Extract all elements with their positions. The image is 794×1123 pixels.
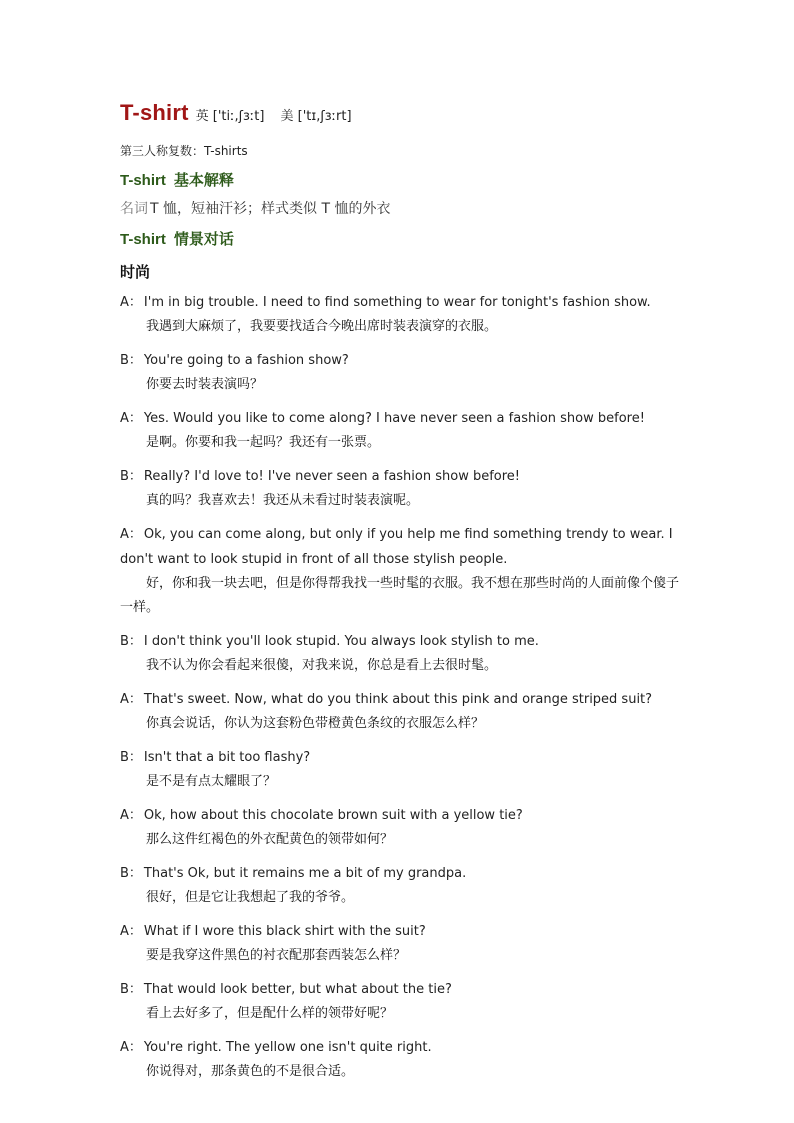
plural-value: T-shirts <box>204 144 248 158</box>
basic-definition-heading <box>120 169 680 190</box>
speaker-label: B： <box>120 750 142 765</box>
english-text: Yes. Would you like to come along? I have never seen a fashion show before! <box>143 411 645 426</box>
chinese-translation: 要是我穿这件黑色的衬衣配那套西装怎么样？ <box>146 948 407 963</box>
part-of-speech: 名词 <box>120 201 148 217</box>
english-text: What if I wore this black shirt with the suit? <box>143 924 426 939</box>
pronunciation-us-phonetic: ['tɪ,ʃɜːrt] <box>297 109 352 124</box>
english-text: Ok, you can come along, but only if you help me find something trendy to wear. I don't want to look stupid in front of all those stylish people. <box>120 527 673 567</box>
english-text: You're right. The yellow one isn't quite right. <box>143 1040 432 1055</box>
english-text: You're going to a fashion show? <box>143 353 349 368</box>
dictionary-entry <box>120 100 680 1093</box>
dialogue-line <box>120 977 680 1026</box>
chinese-translation: 看上去好多了，但是配什么样的领带好呢？ <box>146 1006 394 1021</box>
dialogue-line <box>120 406 680 455</box>
speaker-label: B： <box>120 353 142 368</box>
english-line <box>120 522 680 572</box>
plural-form <box>120 142 680 159</box>
plural-label: 第三人称复数： <box>120 144 205 158</box>
speaker-label: A： <box>120 411 142 426</box>
dialogue-line <box>120 522 680 620</box>
chinese-translation: 我遇到大麻烦了，我要要找适合今晚出席时装表演穿的衣服。 <box>146 319 498 334</box>
chinese-translation: 是不是有点太耀眼了？ <box>146 774 277 789</box>
pronunciation-us <box>280 105 351 124</box>
dialogue-line <box>120 348 680 397</box>
dialogue-line <box>120 629 680 678</box>
speaker-label: A： <box>120 808 142 823</box>
dialogue-line <box>120 745 680 794</box>
chinese-translation: 你说得对，那条黄色的不是很合适。 <box>146 1064 355 1079</box>
headword-row <box>120 100 680 126</box>
dialogue-line <box>120 290 680 339</box>
pronunciation-uk-phonetic: ['tiː,ʃɜːt] <box>212 109 265 124</box>
chinese-translation: 那么这件红褐色的外衣配黄色的领带如何？ <box>146 832 394 847</box>
english-line <box>120 1035 680 1060</box>
speaker-label: A： <box>120 527 142 542</box>
english-text: I'm in big trouble. I need to find something to wear for tonight's fashion show. <box>143 295 651 310</box>
definition <box>120 198 680 218</box>
chinese-translation: 是啊。你要和我一起吗？我还有一张票。 <box>146 435 381 450</box>
dialogue-heading-word: T-shirt <box>120 231 166 248</box>
english-line <box>120 919 680 944</box>
speaker-label: B： <box>120 634 142 649</box>
chinese-translation: 你要去时装表演吗？ <box>146 377 264 392</box>
dialogue-heading <box>120 228 680 249</box>
english-line <box>120 803 680 828</box>
dialogue-line <box>120 803 680 852</box>
chinese-translation: 你真会说话，你认为这套粉色带橙黄色条纹的衣服怎么样？ <box>146 716 485 731</box>
chinese-translation: 真的吗？我喜欢去！我还从未看过时装表演呢。 <box>146 493 420 508</box>
english-line <box>120 464 680 489</box>
speaker-label: A： <box>120 1040 142 1055</box>
english-line <box>120 861 680 886</box>
speaker-label: A： <box>120 924 142 939</box>
pronunciation-us-label: 美 <box>280 109 294 124</box>
english-text: That's sweet. Now, what do you think about this pink and orange striped suit? <box>143 692 653 707</box>
english-line <box>120 406 680 431</box>
chinese-translation: 我不认为你会看起来很傻，对我来说，你总是看上去很时髦。 <box>146 658 498 673</box>
speaker-label: B： <box>120 866 142 881</box>
pronunciation-uk <box>196 105 265 124</box>
dialogue-list <box>120 290 680 1084</box>
english-text: Isn't that a bit too flashy? <box>143 750 311 765</box>
english-text: That would look better, but what about the tie? <box>143 982 452 997</box>
chinese-translation: 好，你和我一块去吧，但是你得帮我找一些时髦的衣服。我不想在那些时尚的人面前像个傻子一样。 <box>120 576 680 615</box>
english-text: I don't think you'll look stupid. You always look stylish to me. <box>143 634 539 649</box>
dialogue-line <box>120 861 680 910</box>
basic-heading-label: 基本解释 <box>173 171 234 189</box>
pronunciation-uk-label: 英 <box>195 109 209 124</box>
english-line <box>120 977 680 1002</box>
chinese-translation: 很好，但是它让我想起了我的爷爷。 <box>146 890 355 905</box>
speaker-label: A： <box>120 692 142 707</box>
dialogue-topic: 时尚 <box>120 263 151 281</box>
speaker-label: B： <box>120 982 142 997</box>
english-line <box>120 629 680 654</box>
dialogue-line <box>120 464 680 513</box>
headword: T-shirt <box>120 100 189 125</box>
dialogue-line <box>120 1035 680 1084</box>
dialogue-heading-label: 情景对话 <box>173 230 234 248</box>
english-line <box>120 348 680 373</box>
speaker-label: B： <box>120 469 142 484</box>
dialogue-line <box>120 687 680 736</box>
english-text: Ok, how about this chocolate brown suit with a yellow tie? <box>143 808 523 823</box>
speaker-label: A： <box>120 295 142 310</box>
english-line <box>120 687 680 712</box>
basic-heading-word: T-shirt <box>120 172 166 189</box>
english-text: Really? I'd love to! I've never seen a fashion show before! <box>143 469 521 484</box>
definition-text: T 恤，短袖汗衫；样式类似 T 恤的外衣 <box>150 201 391 217</box>
english-text: That's Ok, but it remains me a bit of my grandpa. <box>143 866 467 881</box>
english-line <box>120 745 680 770</box>
english-line <box>120 290 680 315</box>
dialogue-line <box>120 919 680 968</box>
